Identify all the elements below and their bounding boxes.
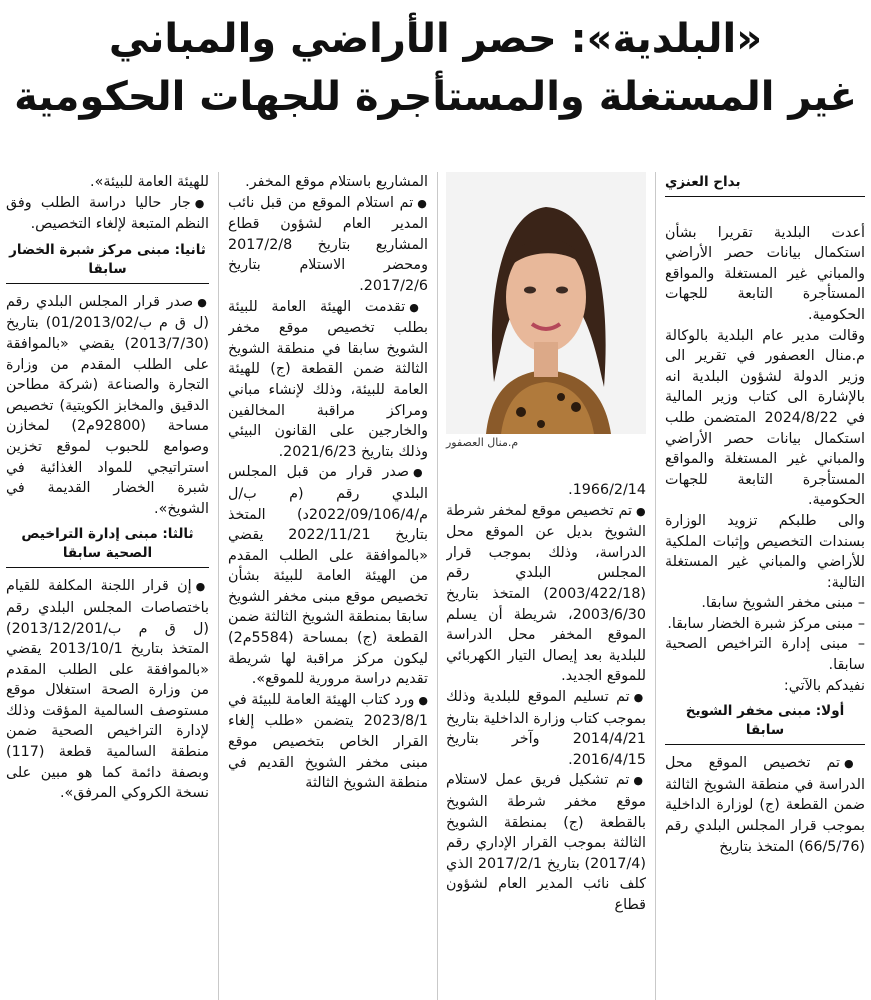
list-item: – مبنى إدارة التراخيص الصحية سابقا. — [665, 636, 865, 674]
photo-caption: م.منال العصفور — [446, 436, 519, 449]
portrait-image — [446, 172, 646, 434]
paragraph: وقالت مدير عام البلدية بالوكالة م.منال العصفور في تقرير الى وزير الدولة لشؤون البلدية انه بالإشارة الى كتاب وزير المالية في 2024/8/22 المتضمن طلب استكمال بيانات حصر الأراضي والمباني غير المستغلة والمواقع المستأجرة التابعة للجهات الحكومية. — [665, 327, 865, 509]
paragraph: المشاريع باستلام موقع المخفر. — [245, 174, 428, 190]
column-divider — [437, 172, 438, 1000]
bullet-paragraph: ● تم استلام الموقع من قبل نائب المدير العام لشؤون قطاع المشاريع بتاريخ 2017/2/8 ومحضر الاستلام بتاريخ 2017/2/6. — [228, 193, 428, 297]
column-divider — [218, 172, 219, 1000]
article-column-2 — [446, 480, 646, 1000]
column-divider — [655, 172, 656, 1000]
subheading: ثالثا: مبنى إدارة التراخيص الصحية سابقا — [6, 525, 209, 568]
bullet-paragraph: ● إن قرار اللجنة المكلفة للقيام باختصاصات المجلس البلدي رقم (ل ق م ب/2013/12/201) المتخذ بتاريخ 2013/10/1 يقضي «بالموافقة على الطلب المقدم من وزارة الصحة استغلال موقع مستوصف السالمية المؤقت وذلك لإدارة التراخيص الصحية ضمن منطقة السالمية قطعة (117) وبصفة دائمة كما هو مبين على نسخة الكروكي المرفق». — [6, 576, 209, 804]
article-column-3 — [228, 172, 428, 1000]
bullet-paragraph: ● تقدمت الهيئة العامة للبيئة بطلب تخصيص موقع مخفر الشويخ سابقا في منطقة الشويخ الثالثة ضمن القطعة (ج) للهيئة العامة للبيئة، وذلك لإنشاء مباني ومراكز مراقبة المخالفين والخارجين على القانون البيئي وذلك بتاريخ 2021/6/23. — [228, 297, 428, 463]
headline-line-1: «البلدية»: حصر الأراضي والمباني — [108, 16, 763, 62]
author-byline: بداح العنزي — [665, 172, 865, 197]
subheading: أولا: مبنى مخفر الشويخ سابقا — [665, 702, 865, 745]
bullet-paragraph: ● ورد كتاب الهيئة العامة للبيئة في 2023/8/1 يتضمن «طلب إلغاء القرار الخاص بتخصيص موقع مبنى مخفر الشويخ القديم في منطقة الشويخ الثالثة — [228, 690, 428, 794]
bullet-paragraph: ● تم تخصيص الموقع محل الدراسة في منطقة الشويخ الثالثة ضمن القطعة (ج) لوزارة الداخلية بموجب قرار المجلس البلدي رقم (66/5/76) المتخذ بتاريخ — [665, 753, 865, 857]
paragraph: للهيئة العامة للبيئة». — [90, 174, 209, 190]
portrait-photo — [446, 172, 646, 434]
paragraph: نفيدكم بالآتي: — [783, 677, 865, 694]
bullet-paragraph: ● تم تشكيل فريق عمل لاستلام موقع مخفر شرطة الشويخ بالقطعة (ج) بمنطقة الشويخ الثالثة بموجب القرار الإداري رقم (2017/4) بتاريخ 2017/2/1 الذي كلف نائب المدير العام لشؤون قطاع — [446, 770, 646, 915]
subheading: ثانيا: مبنى مركز شبرة الخضار سابقا — [6, 241, 209, 284]
paragraph: والى طلبكم تزويد الوزارة بسندات التخصيص وإثبات الملكية للأراضي والمباني غير المستغلة التالية: — [665, 512, 865, 591]
article-column-4 — [6, 172, 209, 1000]
article-column-1 — [665, 172, 865, 1000]
headline — [0, 10, 871, 126]
bullet-paragraph: ● صدر قرار من قبل المجلس البلدي رقم (م ب/ل م/2022/09/106/4د) المتخذ بتاريخ 2022/11/21 يقضي «بالموافقة على الطلب المقدم من الهيئة العامة للبيئة بشأن تخصيص موقع مبنى مخفر الشويخ سابقا بمنطقة الشويخ الثالثة ضمن القطعة (ج) بمساحة (5584م2) ليكون مركز مراقبة لها شريطة تقديم دراسة مرورية للموقع». — [228, 462, 428, 690]
bullet-paragraph: ● تم تخصيص موقع لمخفر شرطة الشويخ بديل عن الموقع محل الدراسة، وذلك بموجب قرار المجلس البلدي رقم (2003/422/18) المتخذ بتاريخ 2003/6/30، شريطة أن يسلم الموقع المخفر محل الدراسة للبلدية بعد إيصال التيار الكهربائي للموقع الجديد. — [446, 501, 646, 687]
list-item: – مبنى مركز شبرة الخضار سابقا. — [667, 615, 865, 632]
bullet-paragraph: ● تم تسليم الموقع للبلدية وذلك بموجب كتاب وزارة الداخلية بتاريخ 2014/4/21 وآخر بتاريخ 2016/4/15. — [446, 687, 646, 770]
headline-line-2: غير المستغلة والمستأجرة للجهات الحكومية — [14, 74, 857, 120]
bullet-paragraph: ● جار حاليا دراسة الطلب وفق النظم المتبعة لإلغاء التخصيص. — [6, 193, 209, 235]
list-item: – مبنى مخفر الشويخ سابقا. — [701, 595, 865, 612]
intro-paragraph: أعدت البلدية تقريرا بشأن استكمال بيانات حصر الأراضي والمباني غير المستغلة والمواقع المستأجرة التابعة للجهات الحكومية. — [665, 224, 865, 323]
bullet-paragraph: ● صدر قرار المجلس البلدي رقم (ل ق م ب/01/2013/02) بتاريخ (2013/7/30) يقضي «بالموافقة على الطلب المقدم من وزارة التجارة والصناعة (شركة مطاحن الدقيق والمخابز الكويتية) تخصيص مساحة (92800م2) لمخازن وصوامع للحبوب لموقع تخزين استراتيجي للمواد الغذائية في شبرة الخضار القديمة في الشويخ». — [6, 292, 209, 520]
paragraph: 1966/2/14. — [568, 482, 646, 498]
